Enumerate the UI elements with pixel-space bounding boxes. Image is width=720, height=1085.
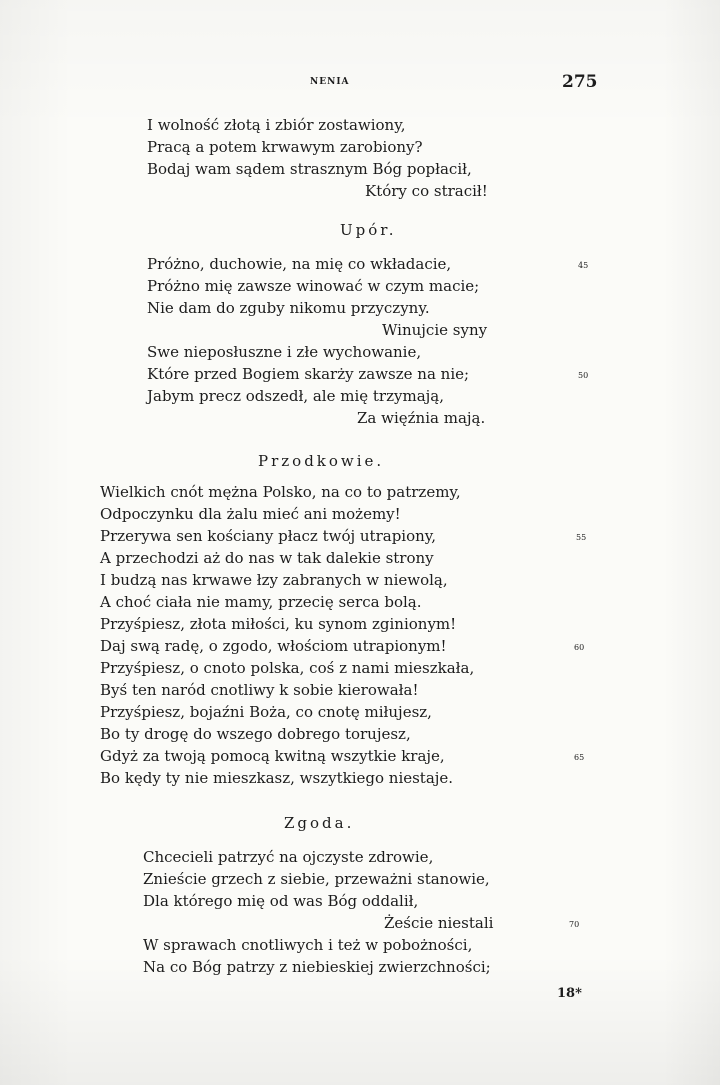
verse-line: Gdyż za twoją pomocą kwitną wszytkie kraje, <box>100 747 445 765</box>
verse-line: Przyśpiesz, złota miłości, ku synom zginionym! <box>100 615 457 633</box>
running-head: NENIA <box>310 77 350 87</box>
verse-line: Próżno, duchowie, na mię co wkładacie, <box>147 255 452 273</box>
line-number: 70 <box>569 920 580 929</box>
verse-line: Bo kędy ty nie mieszkasz, wszytkiego niestaje. <box>100 769 454 787</box>
verse-line: Który co stracił! <box>365 182 488 200</box>
verse-line: W sprawach cnotliwych i też w pobożności, <box>143 936 473 954</box>
verse-line: Na co Bóg patrzy z niebieskiej zwierzchności; <box>143 958 491 976</box>
verse-line: I budzą nas krwawe łzy zabranych w niewolą, <box>100 571 448 589</box>
line-number: 45 <box>578 261 589 270</box>
verse-line: Żeście niestali <box>384 914 494 932</box>
verse-line: I wolność złotą i zbiór zostawiony, <box>147 116 406 134</box>
verse-line: Jabym precz odszedł, ale mię trzymają, <box>147 387 445 405</box>
verse-line: Winujcie syny <box>382 321 488 339</box>
verse-line: Bo ty drogę do wszego dobrego torujesz, <box>100 725 411 743</box>
verse-line: Byś ten naród cnotliwy k sobie kierowała! <box>100 681 419 699</box>
verse-line: Wielkich cnót mężna Polsko, na co to patrzemy, <box>100 483 461 501</box>
verse-line: Próżno mię zawsze winować w czym macie; <box>147 277 480 295</box>
signature-mark: 18* <box>557 986 582 1001</box>
verse-line: Przyśpiesz, o cnoto polska, coś z nami mieszkała, <box>100 659 475 677</box>
verse-line: Swe nieposłuszne i złe wychowanie, <box>147 343 422 361</box>
verse-line: Które przed Bogiem skarży zawsze na nie; <box>147 365 470 383</box>
section-title-upor: Upór. <box>340 221 397 239</box>
line-number: 65 <box>574 753 585 762</box>
verse-line: Dla którego mię od was Bóg oddalił, <box>143 892 419 910</box>
verse-line: Daj swą radę, o zgodo, włościom utrapionym! <box>100 637 447 655</box>
verse-line: A choć ciała nie mamy, przecię serca bolą. <box>100 593 422 611</box>
verse-line: Przyśpiesz, bojaźni Boża, co cnotę miłujesz, <box>100 703 432 721</box>
verse-line: Bodaj wam sądem strasznym Bóg popłacił, <box>147 160 472 178</box>
verse-line: A przechodzi aż do nas w tak dalekie strony <box>100 549 434 567</box>
verse-line: Za więźnia mają. <box>357 409 486 427</box>
verse-line: Odpoczynku dla żalu mieć ani możemy! <box>100 505 401 523</box>
section-title-przodkowie: Przodkowie. <box>258 452 385 470</box>
verse-line: Chcecieli patrzyć na ojczyste zdrowie, <box>143 848 434 866</box>
line-number: 50 <box>578 371 589 380</box>
verse-line: Nie dam do zguby nikomu przyczyny. <box>147 299 430 317</box>
verse-line: Znieście grzech z siebie, przeważni stanowie, <box>143 870 490 888</box>
section-title-zgoda: Zgoda. <box>284 814 355 832</box>
line-number: 55 <box>576 533 587 542</box>
verse-line: Pracą a potem krwawym zarobiony? <box>147 138 423 156</box>
page-number: 275 <box>562 72 598 92</box>
line-number: 60 <box>574 643 585 652</box>
verse-line: Przerywa sen kościany płacz twój utrapiony, <box>100 527 437 545</box>
